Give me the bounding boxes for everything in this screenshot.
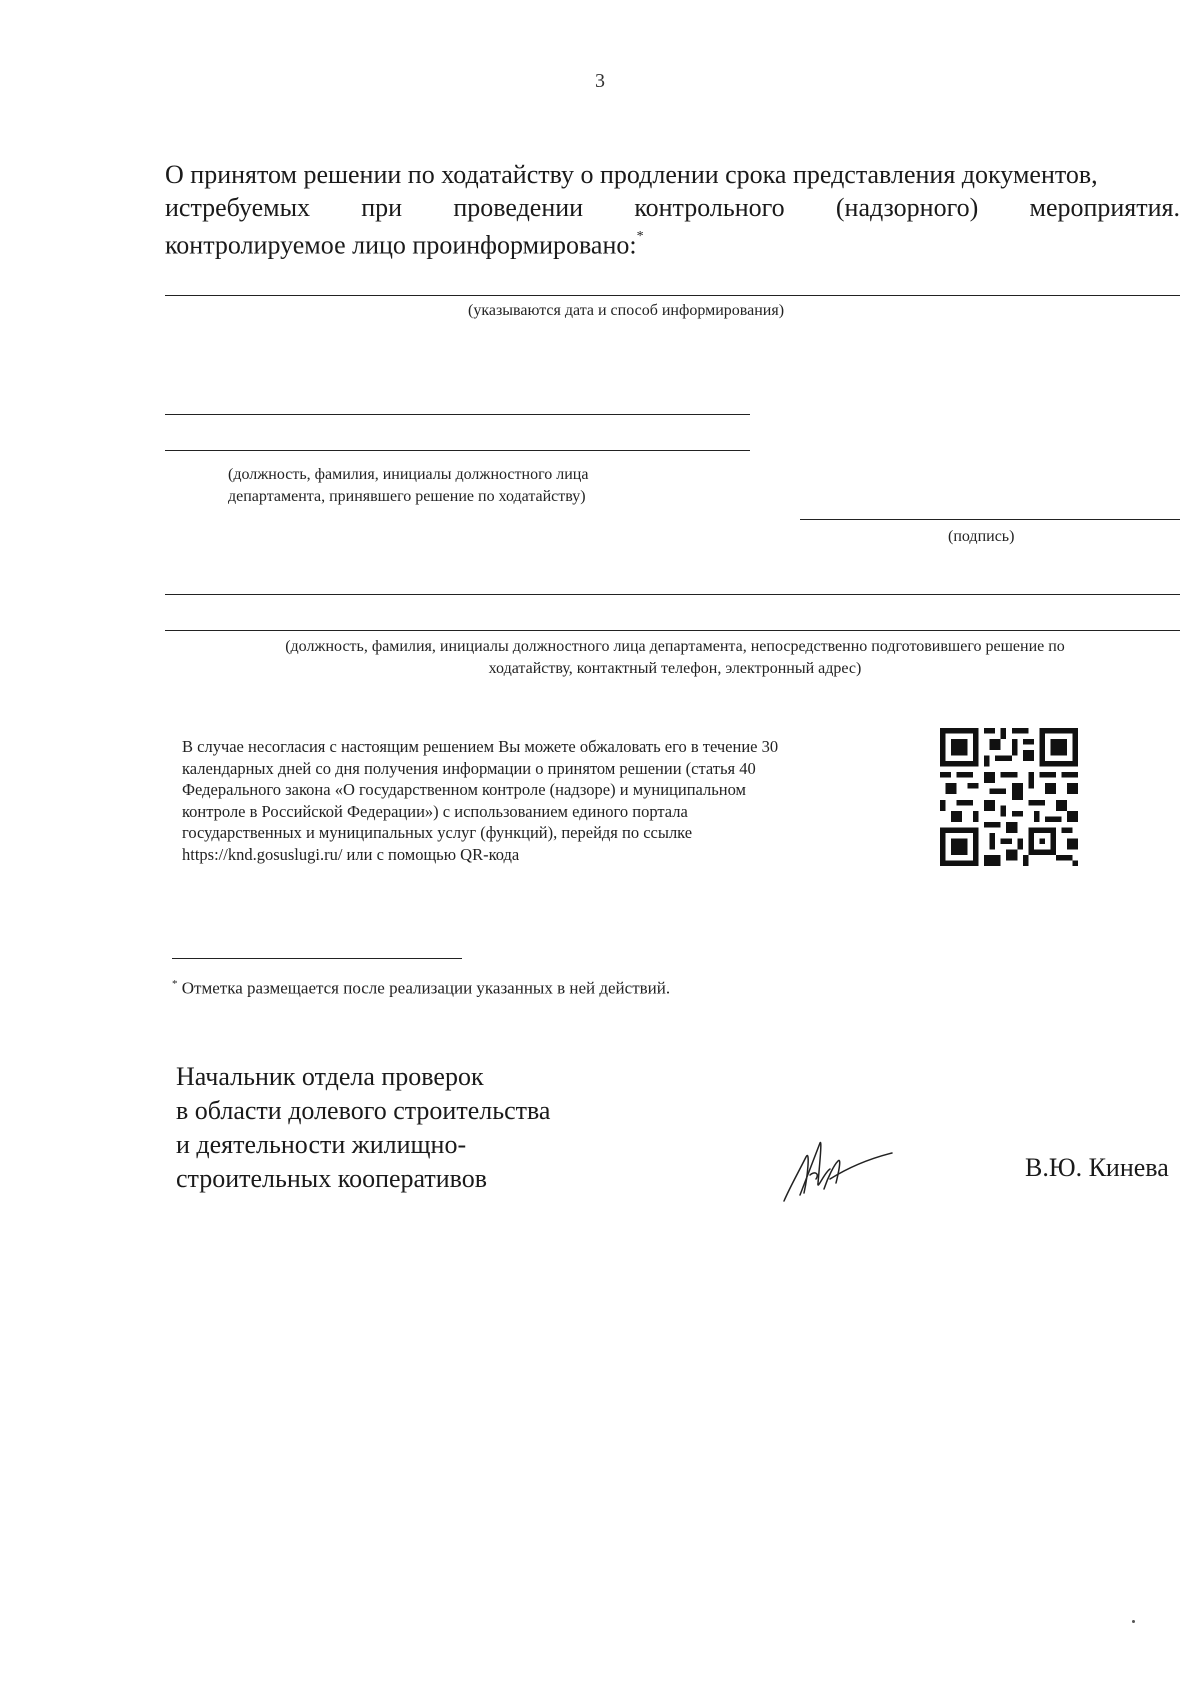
appeal-line: государственных и муниципальных услуг (функций), перейдя по ссылке bbox=[182, 823, 693, 842]
appeal-info bbox=[182, 736, 922, 865]
appeal-line: В случае несогласия с настоящим решением Вы можете обжаловать его в течение 30 bbox=[182, 737, 779, 756]
signer-title bbox=[176, 1060, 550, 1196]
notice-line-2 bbox=[165, 191, 1180, 224]
signature-line bbox=[800, 519, 1180, 520]
notice-word: контрольного bbox=[634, 193, 785, 222]
notice-line-1: О принятом решении по ходатайству о продлении срока представления документов, bbox=[165, 160, 1098, 189]
footnote-mark: * bbox=[172, 978, 178, 990]
signer-title-line: строительных кооперативов bbox=[176, 1164, 488, 1193]
footnote-text: Отметка размещается после реализации указанных в ней действий. bbox=[181, 978, 671, 998]
official-line-1 bbox=[165, 414, 750, 415]
qr-code-icon[interactable] bbox=[940, 728, 1078, 866]
appeal-link-line[interactable]: https://knd.gosuslugi.ru/ или с помощью QR-кода bbox=[182, 844, 520, 864]
handwritten-signature bbox=[780, 1135, 895, 1205]
preparer-line-1 bbox=[165, 594, 1180, 595]
footnote bbox=[172, 978, 670, 999]
decision-notice bbox=[165, 158, 1180, 262]
appeal-line: Федерального закона «О государственном контроле (надзоре) и муниципальном bbox=[182, 780, 746, 799]
signature-caption: (подпись) bbox=[948, 528, 1015, 545]
inform-date-caption: (указываются дата и способ информирования) bbox=[468, 302, 785, 319]
official-caption bbox=[228, 464, 588, 508]
inform-date-line bbox=[165, 295, 1180, 296]
signer-title-line: Начальник отдела проверок bbox=[176, 1062, 484, 1091]
preparer-line-2 bbox=[165, 630, 1180, 631]
notice-word: проведении bbox=[453, 193, 584, 222]
footnote-separator bbox=[172, 958, 462, 959]
page-number: 3 bbox=[595, 70, 605, 92]
appeal-line: календарных дней со дня получения информации о принятом решении (статья 40 bbox=[182, 758, 756, 778]
official-line-2 bbox=[165, 450, 750, 451]
preparer-caption-line-1: (должность, фамилия, инициалы должностного лица департамента, непосредственно подготовившего решение по bbox=[285, 638, 1065, 655]
notice-word: при bbox=[361, 193, 403, 222]
notice-line-3 bbox=[165, 224, 1180, 262]
notice-word: мероприятия. bbox=[1029, 193, 1180, 222]
notice-word: истребуемых bbox=[165, 193, 311, 222]
signer-name: В.Ю. Кинева bbox=[1025, 1153, 1169, 1182]
scan-dot bbox=[1132, 1620, 1135, 1623]
official-caption-line-2: департамента, принявшего решение по ходатайству) bbox=[228, 488, 586, 505]
notice-line-3-text: контролируемое лицо проинформировано: bbox=[165, 230, 637, 260]
signer-title-line: и деятельности жилищно- bbox=[176, 1130, 467, 1159]
footnote-mark: * bbox=[636, 229, 644, 244]
official-caption-line-1: (должность, фамилия, инициалы должностного лица bbox=[228, 466, 589, 483]
notice-word: (надзорного) bbox=[835, 193, 979, 222]
preparer-caption bbox=[170, 636, 1180, 680]
signer-title-line: в области долевого строительства bbox=[176, 1096, 551, 1125]
appeal-line: контроле в Российской Федерации») с использованием единого портала bbox=[182, 801, 688, 821]
preparer-caption-line-2: ходатайству, контактный телефон, электронный адрес) bbox=[488, 660, 862, 677]
